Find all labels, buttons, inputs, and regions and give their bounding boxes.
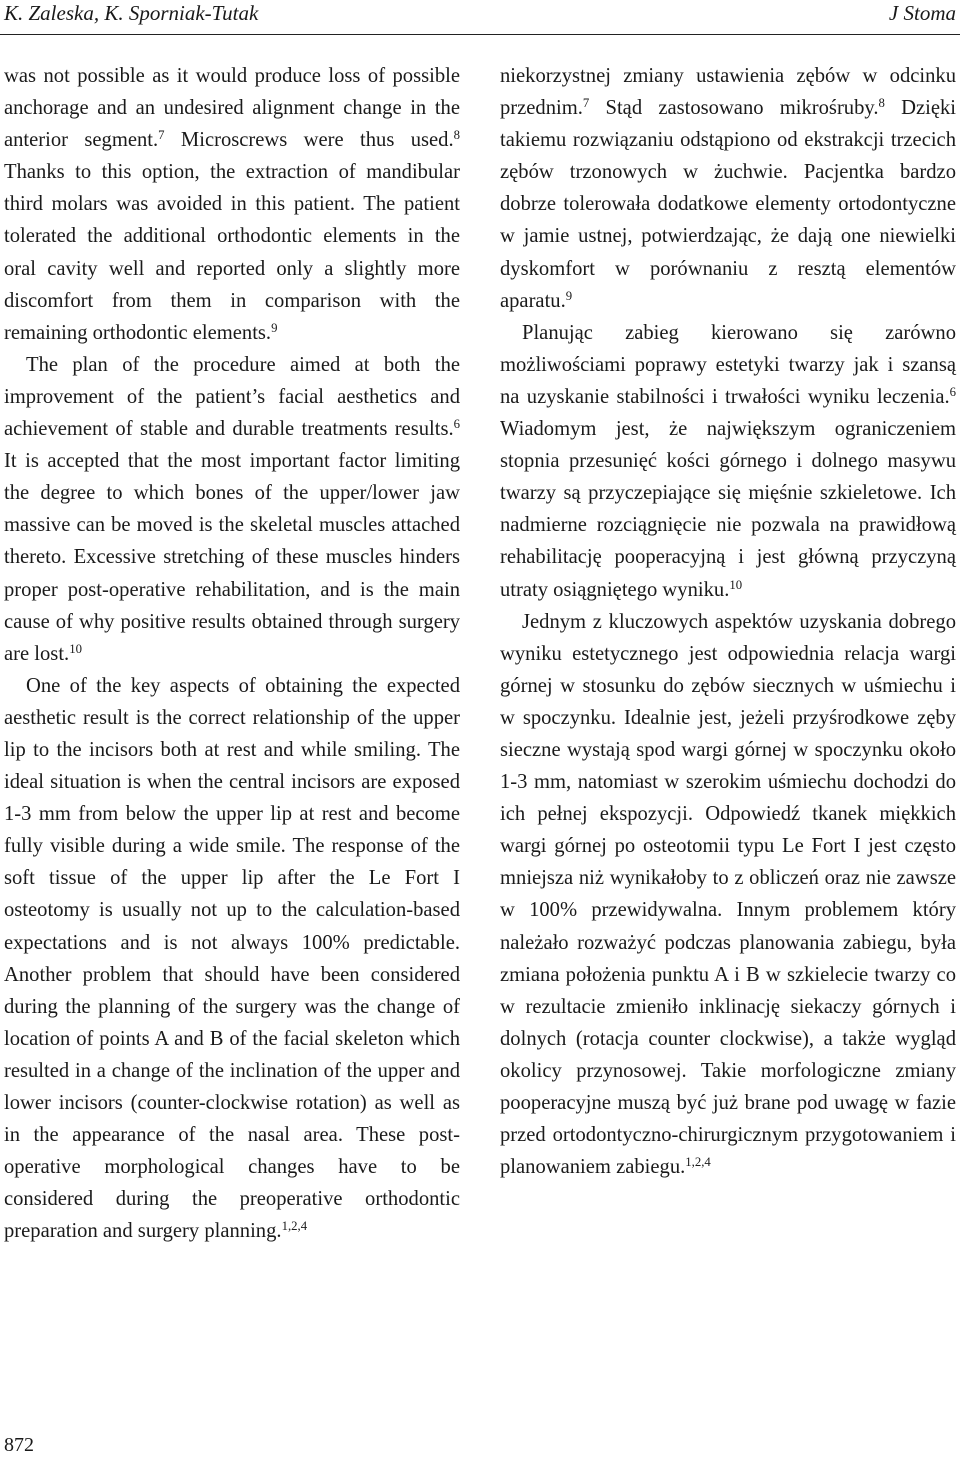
text-span: Wiadomym jest, że największym ograniczeniem stopnia przesunięć kości górnego i dolnego masywu twarzy są przyczepiające się mięśnie szkieletowe. Ich nadmierne rozciągnięcie nie pozwala na prawidłową rehabilitację pooperacyjną i jest główną przyczyną utraty osiągniętego wyniku. xyxy=(500,418,956,601)
text-span: One of the key aspects of obtaining the expected aesthetic result is the correct relationship of the upper lip to the incisors both at rest and while smiling. The ideal situation is when the central incisors are exposed 1-3 mm from below the upper lip at rest and become fully visible during a wide smile. The response of the soft tissue of the upper lip after the Le Fort I osteotomy is usually not up to the calculation-based expectations and is not always 100% predictable. Another problem that should have been considered during the planning of the surgery was the change of location of points A and B of the facial skeleton which resulted in a change of the inclination of the upper and lower incisors (counter-clockwise rotation) as well as in the appearance of the nasal area. These post-operative morphological changes have to be considered during the preoperative orthodontic preparation and surgery planning. xyxy=(4,674,460,1243)
reference-marker: 6 xyxy=(949,384,956,399)
text-span: Thanks to this option, the extraction of mandibular third molars was avoided in this patient. The patient tolerated the additional orthodontic elements in the oral cavity well and reported only a slightly more discomfort from them in comparison with the remaining orthodontic elements. xyxy=(4,161,460,344)
page-number: 872 xyxy=(4,1434,34,1456)
text-span: niekorzystnej zmiany ustawienia zębów w odcinku przednim. xyxy=(500,65,956,120)
header-journal: J Stoma xyxy=(888,1,956,25)
header-authors: K. Zaleska, K. Sporniak-Tutak xyxy=(4,1,259,25)
paragraph xyxy=(4,60,460,349)
reference-marker: 10 xyxy=(69,641,82,656)
paragraph xyxy=(4,670,460,1248)
text-span: Planując zabieg kierowano się zarówno możliwościami poprawy estetyki twarzy jak i szansą na uzyskanie stabilności i trwałości wyniku leczenia. xyxy=(500,321,956,408)
text-span: was not possible as it would produce loss of possible anchorage and an undesired alignment change in the anterior segment. xyxy=(4,65,460,152)
reference-marker: 1,2,4 xyxy=(281,1219,308,1234)
text-span: Microscrews were thus used. xyxy=(164,129,454,152)
english-text-column xyxy=(4,60,460,1247)
text-span: The plan of the procedure aimed at both the improvement of the patient’s facial aesthetics and achievement of stable and durable treatments results. xyxy=(4,353,460,441)
paragraph xyxy=(500,317,956,606)
reference-marker: 10 xyxy=(729,577,743,592)
text-span: It is accepted that the most important factor limiting the degree to which bones of the upper/lower jaw massive can be moved is the skeletal muscles attached thereto. Excessive stretching of these muscles hinders proper post-operative rehabilitation, and is the main cause of why positive results obtained through surgery are lost. xyxy=(4,450,460,665)
text-span: Stąd zastosowano mikrośruby. xyxy=(589,97,879,120)
running-header xyxy=(0,0,960,35)
polish-text-column xyxy=(500,60,956,1183)
reference-marker: 6 xyxy=(453,417,460,432)
reference-marker: 8 xyxy=(878,96,885,111)
reference-marker: 7 xyxy=(158,128,165,143)
paragraph xyxy=(500,606,956,1184)
reference-marker: 9 xyxy=(565,288,573,303)
text-span: Dzięki takiemu rozwiązaniu odstąpiono od ekstrakcji trzecich zębów trzonowych w żuchwie. Pacjentka bardzo dobrze tolerowała dodatkowe elementy ortodontyczne w jamie ustnej, potwierdzając, że dają one niewielki dyskomfort w porównaniu z resztą elementów aparatu. xyxy=(500,97,956,312)
reference-marker: 9 xyxy=(271,320,278,335)
reference-marker: 7 xyxy=(582,96,590,111)
text-span: Jednym z kluczowych aspektów uzyskania dobrego wyniku estetycznego jest odpowiednia relacja wargi górnej w stosunku do zębów siecznych w uśmiechu i w spoczynku. Idealnie jest, jeżeli przyśrodkowe zęby sieczne wystają spod wargi górnej w spoczynku około 1-3 mm, natomiast w szerokim uśmiechu dochodzi do ich pełnej ekspozycji. Odpowiedź tkanek miękkich wargi górnej po osteotomii typu Le Fort I jest często mniejsza niż wynikałoby to z obliczeń oraz nie zawsze w 100% przewidywalna. Innym problemem który należało rozważyć podczas planowania zabiegu, była zmiana położenia punktu A i B w szkielecie twarzy co w rezultacie zmieniło inklinację siekaczy górnych i dolnych (rotacja counter clockwise), a także wygląd okolicy przynosowej. Takie morfologiczne zmiany pooperacyjne muszą być już brane pod uwagę w fazie przed ortodontyczno-chirurgicznym przygotowaniem i planowaniem zabiegu. xyxy=(500,610,956,1179)
reference-marker: 1,2,4 xyxy=(685,1155,711,1170)
reference-marker: 8 xyxy=(453,128,460,143)
paragraph xyxy=(4,349,460,670)
paragraph xyxy=(500,60,956,317)
